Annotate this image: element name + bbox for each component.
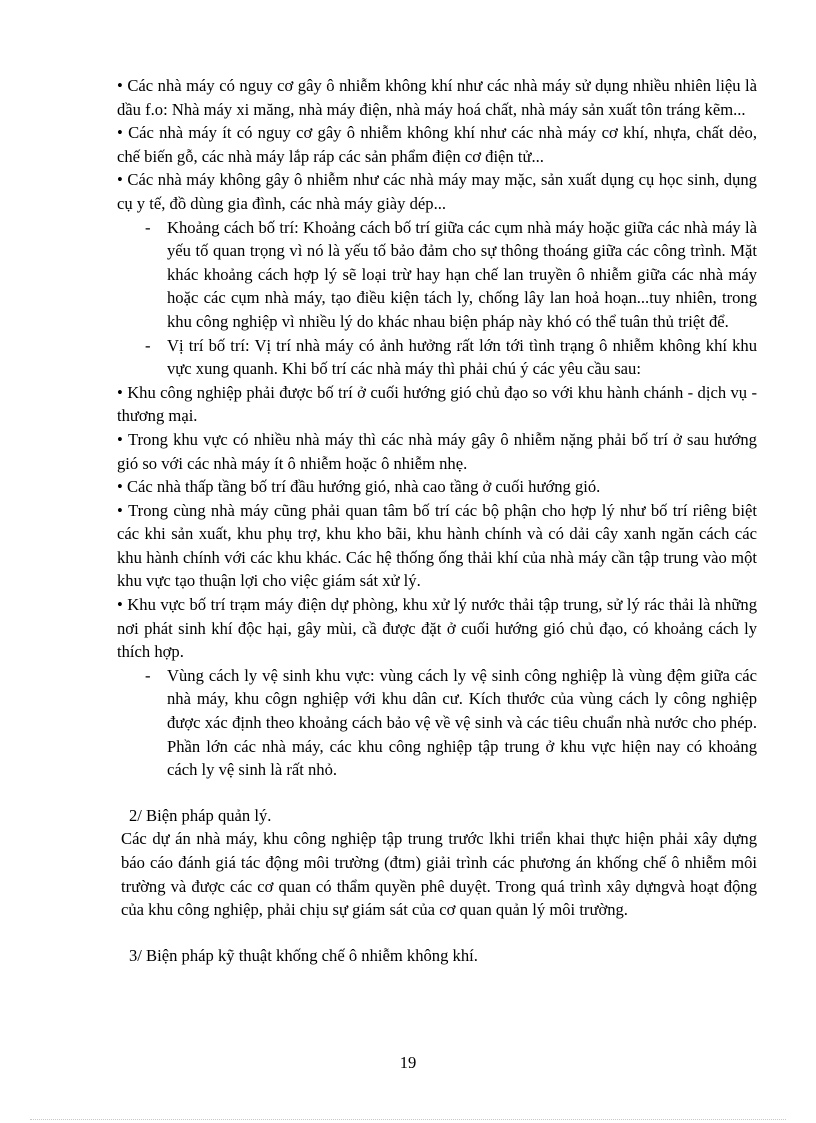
bullet-paragraph: • Các nhà máy không gây ô nhiễm như các nhà máy may mặc, sản xuất dụng cụ học sinh, dụng cụ y tế, đồ dùng gia đình, các nhà máy giày dép... <box>117 168 757 215</box>
bullet-paragraph: • Trong khu vực có nhiều nhà máy thì các nhà máy gây ô nhiễm nặng phải bố trí ở sau hướng gió so với các nhà máy ít ô nhiễm hoặc ô nhiễm nhẹ. <box>117 428 757 475</box>
section-heading: 2/ Biện pháp quản lý. <box>129 805 272 825</box>
bullet-paragraph: • Các nhà máy ít có nguy cơ gây ô nhiễm không khí như các nhà máy cơ khí, nhựa, chất dẻo, chế biến gỗ, các nhà máy lắp ráp các sản phẩm điện cơ điện tử... <box>117 121 757 168</box>
page-number: 19 <box>399 1053 417 1072</box>
spacer <box>117 922 757 944</box>
section-paragraph: Các dự án nhà máy, khu công nghiệp tập trung trước lkhi triển khai thực hiện phải xây dựng báo cáo đánh giá tác động môi trường (đtm) giải trình các phương án khống chế ô nhiễm môi trường và được các cơ quan có thẩm quyền phê duyệt. Trong quá trình xây dựngvà hoạt động của khu công nghiệp, phải chịu sự giám sát của cơ quan quản lý môi trường. <box>121 829 757 920</box>
dash-list-item <box>117 664 757 782</box>
dash-marker: - <box>145 217 151 237</box>
dash-list-item <box>117 334 757 381</box>
bullet-paragraph: • Khu vực bố trí trạm máy điện dự phòng, khu xử lý nước thải tập trung, sử lý rác thải là những nơi phát sinh khí độc hại, gây mùi, cầ được đặt ở cuối hướng gió chủ đạo, có khoảng cách ly thích hợp. <box>117 593 757 664</box>
bullet-paragraph: • Trong cùng nhà máy cũng phải quan tâm bố trí các bộ phận cho hợp lý như bố trí riêng biệt các khi sản xuất, khu phụ trợ, khu kho bãi, khu hành chính và có dải cây xanh ngăn cách các khu hành chính với các khu khác. Các hệ thống ống thải khí của nhà máy cần tập trung vào một khu vực tạo thuận lợi cho việc giám sát xử lý. <box>117 499 757 593</box>
bullet-paragraph: • Các nhà máy có nguy cơ gây ô nhiễm không khí như các nhà máy sử dụng nhiều nhiên liệu là dầu f.o: Nhà máy xi măng, nhà máy điện, nhà máy hoá chất, nhà máy sản xuất tôn tráng kẽm... <box>117 74 757 121</box>
dash-item-text: Khoảng cách bố trí: Khoảng cách bố trí giữa các cụm nhà máy hoặc giữa các nhà máy là yếu tố quan trọng vì nó là yếu tố bảo đảm cho sự thông thoáng giữa các công trình. Mặt khác khoảng cách hợp lý sẽ loại trừ hay hạn chế lan truyền ô nhiễm giữa các nhà máy hoặc các cụm nhà máy, tạo điều kiện tách ly, chống lây lan hoả hoạn...tuy nhiên, trong khu công nghiệp vì nhiều lý do khác nhau biện pháp này khó có thể tuân thủ triệt để. <box>167 217 757 331</box>
dash-marker: - <box>145 335 151 355</box>
bullet-paragraph: • Các nhà thấp tầng bố trí đầu hướng gió, nhà cao tầng ở cuối hướng gió. <box>117 475 757 499</box>
section-heading: 3/ Biện pháp kỹ thuật khống chế ô nhiễm không khí. <box>129 945 478 965</box>
dash-marker: - <box>145 665 151 685</box>
page-bottom-divider <box>30 1119 786 1120</box>
bullet-paragraph: • Khu công nghiệp phải được bố trí ở cuối hướng gió chủ đạo so với khu hành chánh - dịch vụ - thương mại. <box>117 381 757 428</box>
dash-item-text: Vùng cách ly vệ sinh khu vực: vùng cách ly vệ sinh công nghiệp là vùng đệm giữa các nhà máy, khu côgn nghiệp với khu dân cư. Kích thước của vùng cách ly công nghiệp được xác định theo khoảng cách bảo vệ về vệ sinh và các tiêu chuẩn nhà nước cho phép. Phần lớn các nhà máy, các khu công nghiệp tập trung ở khu vực hiện nay có khoảng cách ly vệ sinh là rất nhỏ. <box>167 665 757 780</box>
dash-item-text: Vị trí bố trí: Vị trí nhà máy có ảnh hưởng rất lớn tới tình trạng ô nhiễm không khí khu vực xung quanh. Khi bố trí các nhà máy thì phải chú ý các yêu cầu sau: <box>167 335 757 379</box>
dash-list-item <box>117 216 757 334</box>
spacer <box>117 782 757 804</box>
page-body <box>117 74 757 967</box>
